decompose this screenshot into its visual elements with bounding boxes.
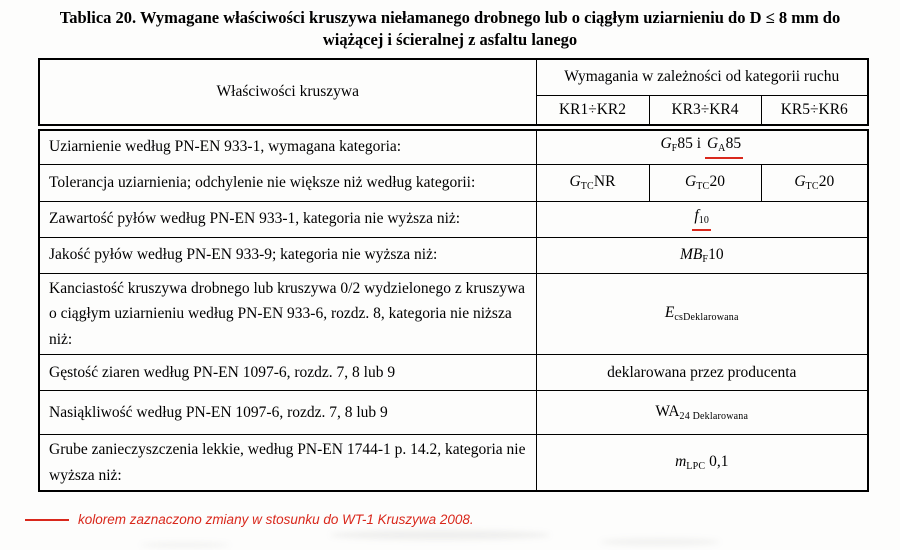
table-title [5, 0, 895, 52]
table-row [39, 355, 868, 391]
value-text: NR [593, 173, 616, 190]
table-row [39, 164, 868, 201]
table-row [39, 273, 868, 355]
subscript-text: TC [696, 181, 710, 192]
property-cell: Tolerancja uziarnienia; odchylenie nie większe niż według kategorii: [39, 164, 536, 201]
value-text: deklarowana przez producenta [607, 363, 797, 381]
category-symbol: G [660, 135, 672, 153]
change-legend [25, 512, 474, 527]
category-symbol: G [794, 173, 806, 190]
table-row [39, 237, 868, 273]
value-cell [536, 237, 868, 273]
property-cell: Nasiąkliwość według PN-EN 1097-6, rozdz. 7, 8 lub 9 [39, 391, 536, 435]
changed-value-underline [692, 207, 711, 231]
subscript-text: F [671, 143, 678, 155]
value-text: 0,1 [705, 453, 729, 471]
value-cell [536, 127, 868, 164]
value-cell [536, 201, 868, 237]
property-cell: Jakość pyłów według PN-EN 933-9; kategoria nie wyższa niż: [39, 237, 536, 273]
subscript-text: 10 [698, 215, 710, 227]
property-cell: Grube zanieczyszczenia lekkie, według PN-EN 1744-1 p. 14.2, kategoria nie wyższa niż: [39, 435, 536, 492]
category-symbol: G [685, 173, 697, 190]
subscript-text: TC [805, 181, 819, 192]
table-row [39, 435, 868, 492]
property-cell: Uziarnienie według PN-EN 933-1, wymagana kategoria: [39, 127, 536, 164]
value-cell [761, 164, 868, 201]
category-symbol: MB [679, 245, 703, 263]
header-category-kr3-kr4: KR3÷KR4 [649, 95, 761, 127]
header-requirements: Wymagania w zależności od kategorii ruchu [536, 59, 868, 95]
scan-smudge [600, 538, 720, 546]
header-category-kr1-kr2: KR1÷KR2 [536, 95, 649, 127]
red-change-dash-icon [25, 519, 69, 521]
table-row [39, 391, 868, 435]
category-symbol: m [675, 453, 687, 471]
scan-smudge [140, 542, 230, 548]
value-text: WA [655, 403, 680, 421]
subscript-text: A [718, 143, 726, 155]
subscript-text: csDeklarowana [674, 312, 739, 324]
table-row [39, 201, 868, 237]
subscript-text: 24 Deklarowana [679, 411, 749, 423]
property-cell: Zawartość pyłów według PN-EN 933-1, kategoria nie wyższa niż: [39, 201, 536, 237]
header-property-col: Właściwości kruszywa [39, 59, 536, 127]
change-legend-text: kolorem zaznaczono zmiany w stosunku do WT-1 Kruszywa 2008. [78, 512, 474, 527]
property-cell: Kanciastość kruszywa drobnego lub kruszywa 0/2 wydzielonego z kruszywa o ciągłym uziarnieniu według PN-EN 933-6, rozdz. 8, kategoria nie niższa niż: [39, 273, 536, 355]
category-symbol: G [706, 135, 719, 153]
value-text: 85 i [677, 135, 705, 153]
property-cell: Gęstość ziaren według PN-EN 1097-6, rozdz. 7, 8 lub 9 [39, 355, 536, 391]
category-symbol: f [694, 207, 699, 225]
category-symbol: G [569, 173, 581, 190]
table-title-line1: Tablica 20. Wymagane właściwości kruszywa niełamanego drobnego lub o ciągłym uziarnieniu do D ≤ 8 mm do [59, 8, 841, 27]
changed-value-underline [705, 135, 743, 159]
requirements-table [38, 58, 869, 492]
value-cell [536, 435, 868, 492]
table-title-line2: wiążącej i ścieralnej z asfaltu lanego [322, 30, 578, 50]
subscript-text: LPC [686, 461, 706, 473]
value-text: 20 [709, 173, 725, 190]
category-symbol: E [664, 304, 675, 322]
value-cell [536, 391, 868, 435]
value-cell [536, 273, 868, 355]
scan-smudge [330, 530, 550, 540]
value-cell [536, 355, 868, 391]
header-category-kr5-kr6: KR5÷KR6 [761, 95, 868, 127]
value-cell [649, 164, 761, 201]
table-row [39, 127, 868, 164]
value-text: 10 [708, 245, 724, 263]
value-text: 85 [725, 135, 742, 153]
requirements-table-wrap [38, 58, 867, 492]
subscript-text: TC [580, 181, 594, 192]
value-cell [536, 164, 649, 201]
header-row-1 [39, 59, 868, 95]
subscript-text: F [702, 253, 709, 265]
value-text: 20 [818, 173, 835, 190]
